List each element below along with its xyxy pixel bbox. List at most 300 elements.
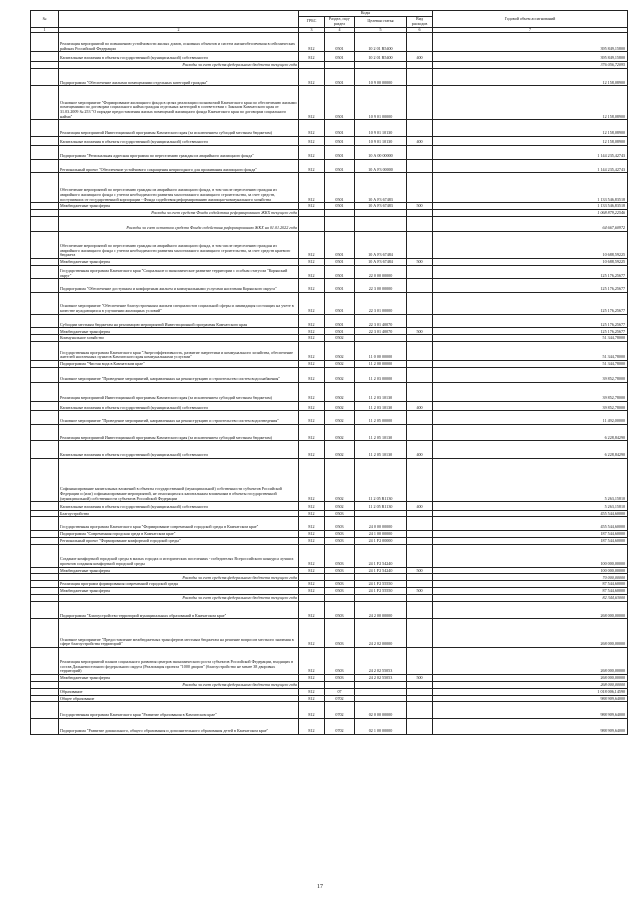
row-amount: 39 852,78000 [433, 367, 628, 382]
table-row [31, 173, 628, 203]
row-grbs: 812 [299, 601, 325, 619]
table-row [31, 695, 628, 702]
table-row [31, 502, 628, 510]
row-amount: 1 133 546,83518 [433, 173, 628, 203]
row-grbs: 812 [299, 510, 325, 517]
header-codes: Коды [299, 11, 433, 17]
table-row [31, 259, 628, 266]
row-amount: 12 158,08900 [433, 120, 628, 136]
row-name: Общее образование [59, 695, 299, 702]
row-amount: 82 344,63000 [433, 594, 628, 601]
row-amount: 268 000,00000 [433, 647, 628, 674]
row-num [31, 159, 59, 173]
row-amount: 6 228,84290 [433, 441, 628, 459]
row-amount: 39 852,78000 [433, 401, 628, 411]
row-vid [407, 581, 433, 588]
row-num [31, 510, 59, 517]
row-grbs: 812 [299, 401, 325, 411]
row-name: Подпрограмма "Чистая вода в Камчатском крае" [59, 361, 299, 368]
row-num [31, 681, 59, 688]
colnum: 3 [299, 27, 325, 33]
row-section: 0501 [325, 259, 355, 266]
table-row [31, 203, 628, 210]
row-num [31, 314, 59, 328]
row-grbs: 812 [299, 367, 325, 382]
row-num [31, 382, 59, 401]
row-amount: 988 909,64000 [433, 718, 628, 734]
row-grbs: 812 [299, 159, 325, 173]
row-section: 0502 [325, 342, 355, 361]
row-num [31, 61, 59, 68]
row-section: 0502 [325, 502, 355, 510]
row-num [31, 361, 59, 368]
colnum: 7 [433, 27, 628, 33]
row-target: 11 2 05 10130 [355, 441, 407, 459]
table-row [31, 120, 628, 136]
row-num [31, 231, 59, 258]
row-amount: 125 176,25677 [433, 265, 628, 279]
row-name: Реализация мероприятий планов социального развития центров экономического роста субъектов Российской Федерации, входящих в состав Дальневосточного федерального округа (Реализация проекта "1000 дворов" (благоустройство не менее 38 дворовых территорий) [59, 647, 299, 674]
row-section: 0503 [325, 537, 355, 544]
row-grbs: 812 [299, 68, 325, 86]
row-grbs: 812 [299, 279, 325, 293]
row-section: 0502 [325, 411, 355, 425]
row-grbs: 812 [299, 537, 325, 544]
row-section: 0702 [325, 695, 355, 702]
row-section: 07 [325, 688, 355, 695]
row-section: 0503 [325, 544, 355, 567]
row-num [31, 136, 59, 146]
row-amount: 51 344,78000 [433, 335, 628, 342]
row-num [31, 216, 59, 231]
row-vid [407, 458, 433, 502]
row-grbs: 812 [299, 458, 325, 502]
row-num [31, 588, 59, 595]
row-grbs: 812 [299, 530, 325, 537]
row-amount: 12 158,08900 [433, 68, 628, 86]
table-row [31, 367, 628, 382]
row-section: 0503 [325, 510, 355, 517]
row-section: 0501 [325, 86, 355, 120]
row-amount: 5 263,15810 [433, 502, 628, 510]
row-grbs: 812 [299, 588, 325, 595]
row-vid [407, 265, 433, 279]
header-vid: Вид расходов [407, 16, 433, 27]
row-name: Коммунальное хозяйство [59, 335, 299, 342]
row-amount: 1 144 235,42743 [433, 146, 628, 160]
row-amount: 988 909,64000 [433, 695, 628, 702]
row-name: Реализация мероприятий Инвестиционной программы Камчатского края (за исключением субсидий местным бюджетам) [59, 424, 299, 440]
row-grbs: 812 [299, 517, 325, 531]
row-amount: 125 176,25677 [433, 314, 628, 328]
row-target: 10 9 01 10130 [355, 120, 407, 136]
table-row [31, 424, 628, 440]
row-section: 0502 [325, 401, 355, 411]
row-num [31, 675, 59, 682]
row-section: 0501 [325, 68, 355, 86]
table-row [31, 647, 628, 674]
row-num [31, 619, 59, 648]
row-vid: 500 [407, 203, 433, 210]
row-num [31, 33, 59, 52]
row-name: Подпрограмма "Обеспечение доступным и комфортным жильем и коммунальными услугами населения Корякского округа" [59, 279, 299, 293]
row-target: 02 1 00 00000 [355, 718, 407, 734]
row-amount: 87 544,60000 [433, 581, 628, 588]
table-row-note [31, 681, 628, 688]
row-num [31, 424, 59, 440]
row-target [355, 210, 407, 217]
row-vid: 400 [407, 401, 433, 411]
row-target [355, 574, 407, 581]
row-num [31, 293, 59, 315]
row-num [31, 647, 59, 674]
row-section: 0503 [325, 581, 355, 588]
row-vid [407, 279, 433, 293]
row-target: 10 2 01 R5400 [355, 52, 407, 62]
row-target [355, 216, 407, 231]
row-grbs: 812 [299, 314, 325, 328]
row-grbs: 812 [299, 52, 325, 62]
row-section: 0501 [325, 136, 355, 146]
row-num [31, 581, 59, 588]
row-grbs [299, 681, 325, 688]
row-name: Расходы за счет средств федерального бюджета текущего года [59, 594, 299, 601]
row-target: 24 0 00 00000 [355, 517, 407, 531]
row-amount: 100 000,00000 [433, 567, 628, 574]
row-section [325, 210, 355, 217]
row-section: 0502 [325, 458, 355, 502]
row-vid [407, 173, 433, 203]
table-row [31, 675, 628, 682]
table-row [31, 411, 628, 425]
row-target: 24 1 F2 54240 [355, 567, 407, 574]
table-row [31, 279, 628, 293]
row-grbs: 812 [299, 342, 325, 361]
row-target [355, 594, 407, 601]
row-vid: 400 [407, 52, 433, 62]
row-name: Государственная программа Камчатского края "Развитие образования в Камчатском крае" [59, 702, 299, 718]
row-grbs: 812 [299, 544, 325, 567]
row-grbs: 812 [299, 502, 325, 510]
row-vid [407, 647, 433, 674]
row-amount: 187 544,60000 [433, 537, 628, 544]
row-name: Государственная программа Камчатского края "Социальное и экономическое развитие территории с особым статусом "Корякский округ" [59, 265, 299, 279]
table-row [31, 544, 628, 567]
table-row-note [31, 216, 628, 231]
row-grbs [299, 216, 325, 231]
table-row [31, 510, 628, 517]
row-amount: 268 000,00000 [433, 681, 628, 688]
row-num [31, 574, 59, 581]
table-row-note [31, 594, 628, 601]
row-name: Межбюджетные трансферты [59, 588, 299, 595]
row-num [31, 688, 59, 695]
row-vid [407, 574, 433, 581]
row-vid [407, 702, 433, 718]
row-num [31, 265, 59, 279]
row-vid [407, 231, 433, 258]
row-amount: 1 133 546,83518 [433, 203, 628, 210]
row-grbs [299, 574, 325, 581]
row-name: Региональный проект "Формирование комфортной городской среды" [59, 537, 299, 544]
row-num [31, 567, 59, 574]
row-section: 0501 [325, 265, 355, 279]
row-grbs: 812 [299, 328, 325, 335]
row-target: 11 2 03 10130 [355, 382, 407, 401]
table-row-note [31, 61, 628, 68]
row-vid [407, 146, 433, 160]
table-row [31, 159, 628, 173]
table-row [31, 382, 628, 401]
row-name: Межбюджетные трансферты [59, 567, 299, 574]
row-num [31, 601, 59, 619]
row-amount: 11 492,00000 [433, 411, 628, 425]
row-target [355, 61, 407, 68]
row-vid [407, 695, 433, 702]
colnum: 2 [59, 27, 299, 33]
table-row [31, 335, 628, 342]
row-name: Региональный проект "Обеспечение устойчивого сокращения непригодного для проживания жилищного фонда" [59, 159, 299, 173]
row-grbs: 812 [299, 567, 325, 574]
row-name: Основное мероприятие "Проведение мероприятий, направленных на реконструкцию и строительство систем водоотведения" [59, 411, 299, 425]
page-number: 17 [317, 884, 323, 890]
row-amount: 125 176,25677 [433, 328, 628, 335]
row-section: 0503 [325, 588, 355, 595]
row-amount: 12 158,08900 [433, 86, 628, 120]
row-amount: 125 176,25677 [433, 279, 628, 293]
table-row [31, 537, 628, 544]
table-row [31, 718, 628, 734]
row-target: 22 0 00 00000 [355, 265, 407, 279]
header-amount: Годовой объем ассигнований [433, 11, 628, 28]
table-row [31, 441, 628, 459]
row-vid [407, 510, 433, 517]
table-row [31, 86, 628, 120]
row-name: Расходы за счет средств федерального бюджета текущего года [59, 61, 299, 68]
row-vid: 400 [407, 441, 433, 459]
row-grbs: 812 [299, 146, 325, 160]
row-num [31, 441, 59, 459]
row-target: 11 2 05 10130 [355, 424, 407, 440]
row-vid [407, 210, 433, 217]
row-num [31, 544, 59, 567]
row-target: 10 А F3 67483 [355, 173, 407, 203]
row-section [325, 574, 355, 581]
row-num [31, 342, 59, 361]
row-vid [407, 86, 433, 120]
row-target: 24 2 02 55053 [355, 647, 407, 674]
row-section: 0503 [325, 601, 355, 619]
row-target: 22 3 00 00000 [355, 279, 407, 293]
row-target: 24 2 00 00000 [355, 601, 407, 619]
row-num [31, 517, 59, 531]
row-amount: 395 849,15800 [433, 52, 628, 62]
table-row [31, 52, 628, 62]
row-name: Благоустройство [59, 510, 299, 517]
row-grbs: 812 [299, 675, 325, 682]
row-section: 0503 [325, 530, 355, 537]
row-name: Капитальные вложения в объекты государственной (муниципальной) собственности [59, 401, 299, 411]
row-target [355, 688, 407, 695]
colnum: 1 [31, 27, 59, 33]
row-name: Расходы за счет средств федерального бюджета текущего года [59, 574, 299, 581]
row-section: 0702 [325, 702, 355, 718]
row-amount: 51 344,78000 [433, 361, 628, 368]
row-name: Межбюджетные трансферты [59, 203, 299, 210]
row-name: Государственная программа Камчатского края "Формирование современной городской среды в Камчатском крае" [59, 517, 299, 531]
row-target: 10 9 01 00000 [355, 86, 407, 120]
row-section: 0702 [325, 718, 355, 734]
row-section: 0503 [325, 567, 355, 574]
row-grbs: 812 [299, 424, 325, 440]
row-section: 0501 [325, 293, 355, 315]
row-target: 24 2 02 55053 [355, 675, 407, 682]
row-target: 10 9 01 10130 [355, 136, 407, 146]
row-grbs: 812 [299, 231, 325, 258]
row-section: 0501 [325, 159, 355, 173]
row-vid [407, 216, 433, 231]
row-name: Софинансирование капитальных вложений в объекты государственной (муниципальной) собственности субъектов Российской Федерации и (или) софинансирование мероприятий, не относящихся к капитальным вложениям в объекты государственной (муниципальной) собственности субъектов Российской Федерации [59, 458, 299, 502]
table-row [31, 361, 628, 368]
row-num [31, 203, 59, 210]
row-section [325, 594, 355, 601]
row-vid [407, 314, 433, 328]
row-num [31, 68, 59, 86]
row-target: 11 2 05 R1130 [355, 458, 407, 502]
row-num [31, 146, 59, 160]
row-section: 0503 [325, 517, 355, 531]
row-num [31, 328, 59, 335]
row-grbs: 812 [299, 581, 325, 588]
row-vid [407, 120, 433, 136]
table-row [31, 517, 628, 531]
row-target [355, 681, 407, 688]
table-row [31, 702, 628, 718]
row-vid [407, 335, 433, 342]
row-grbs: 812 [299, 259, 325, 266]
row-section [325, 681, 355, 688]
row-target: 24 2 02 00000 [355, 619, 407, 648]
row-amount: 268 000,00000 [433, 675, 628, 682]
row-vid [407, 544, 433, 567]
row-section: 0502 [325, 424, 355, 440]
row-vid [407, 424, 433, 440]
row-num [31, 335, 59, 342]
row-vid [407, 718, 433, 734]
row-vid [407, 361, 433, 368]
row-grbs [299, 61, 325, 68]
row-target: 10 9 00 00000 [355, 68, 407, 86]
row-name: Основное мероприятие "Проведение мероприятий, направленных на реконструкцию и строительство систем водоснабжения" [59, 367, 299, 382]
table-row [31, 688, 628, 695]
table-row [31, 265, 628, 279]
row-num [31, 367, 59, 382]
row-section: 0503 [325, 647, 355, 674]
colnum: 5 [355, 27, 407, 33]
row-amount: 51 344,78000 [433, 342, 628, 361]
row-vid [407, 61, 433, 68]
row-grbs: 812 [299, 718, 325, 734]
row-target: 22 3 01 00000 [355, 293, 407, 315]
row-num [31, 502, 59, 510]
row-amount: 39 852,78000 [433, 382, 628, 401]
row-num [31, 718, 59, 734]
row-section: 0501 [325, 173, 355, 203]
row-section: 0501 [325, 33, 355, 52]
row-section: 0501 [325, 52, 355, 62]
row-vid [407, 367, 433, 382]
row-vid [407, 411, 433, 425]
row-grbs: 812 [299, 173, 325, 203]
row-grbs [299, 210, 325, 217]
row-section: 0501 [325, 203, 355, 210]
row-name: Капитальные вложения в объекты государственной (муниципальной) собственности [59, 502, 299, 510]
table-row [31, 328, 628, 335]
row-section: 0502 [325, 367, 355, 382]
row-num [31, 173, 59, 203]
row-vid [407, 530, 433, 537]
table-row [31, 530, 628, 537]
row-name: Подпрограмма "Региональная адресная программа по переселению граждан из аварийного жилищного фонда" [59, 146, 299, 160]
row-section: 0502 [325, 335, 355, 342]
colnum: 6 [407, 27, 433, 33]
row-target: 22 3 01 40070 [355, 314, 407, 328]
row-name: Основное мероприятие "Предоставление межбюджетных трансфертов местным бюджетам на решение вопросов местного значения в сфере благоустройства территорий" [59, 619, 299, 648]
row-grbs: 812 [299, 203, 325, 210]
row-amount: 988 909,64000 [433, 702, 628, 718]
row-target: 11 2 03 10130 [355, 401, 407, 411]
row-num [31, 52, 59, 62]
row-name: Межбюджетные трансферты [59, 259, 299, 266]
row-target: 24 1 F2 54240 [355, 544, 407, 567]
table-row [31, 33, 628, 52]
row-name: Капитальные вложения в объекты государственной (муниципальной) собственности [59, 136, 299, 146]
budget-table [30, 10, 628, 735]
row-amount: 1 018 006,14590 [433, 688, 628, 695]
row-vid: 400 [407, 502, 433, 510]
row-target: 10 А F3 67484 [355, 259, 407, 266]
row-target: 02 0 00 00000 [355, 702, 407, 718]
row-num [31, 411, 59, 425]
row-target: 22 3 01 40070 [355, 328, 407, 335]
table-row-note [31, 574, 628, 581]
row-vid [407, 601, 433, 619]
row-amount: 376 056,72095 [433, 61, 628, 68]
row-section: 0501 [325, 146, 355, 160]
row-vid [407, 594, 433, 601]
row-amount: 6 228,84290 [433, 424, 628, 440]
row-amount: 10 688,59225 [433, 259, 628, 266]
row-grbs: 812 [299, 411, 325, 425]
row-amount: 12 158,08900 [433, 136, 628, 146]
row-amount: 125 176,25677 [433, 293, 628, 315]
row-name: Подпрограмма "Развитие дошкольного, общего образования и дополнительного образования детей в Камчатском крае" [59, 718, 299, 734]
row-grbs [299, 594, 325, 601]
row-target: 24 1 F2 55550 [355, 581, 407, 588]
row-name: Расходы за счет средств федерального бюджета текущего года [59, 681, 299, 688]
row-vid: 500 [407, 588, 433, 595]
table-row [31, 293, 628, 315]
row-target [355, 335, 407, 342]
row-target: 11 0 00 00000 [355, 342, 407, 361]
row-name: Подпрограмма "Благоустройство территорий муниципальных образований в Камчатском крае" [59, 601, 299, 619]
row-name: Межбюджетные трансферты [59, 328, 299, 335]
row-section: 0501 [325, 231, 355, 258]
row-grbs: 812 [299, 361, 325, 368]
row-section: 0501 [325, 120, 355, 136]
row-target: 11 2 03 00000 [355, 367, 407, 382]
row-grbs: 812 [299, 293, 325, 315]
